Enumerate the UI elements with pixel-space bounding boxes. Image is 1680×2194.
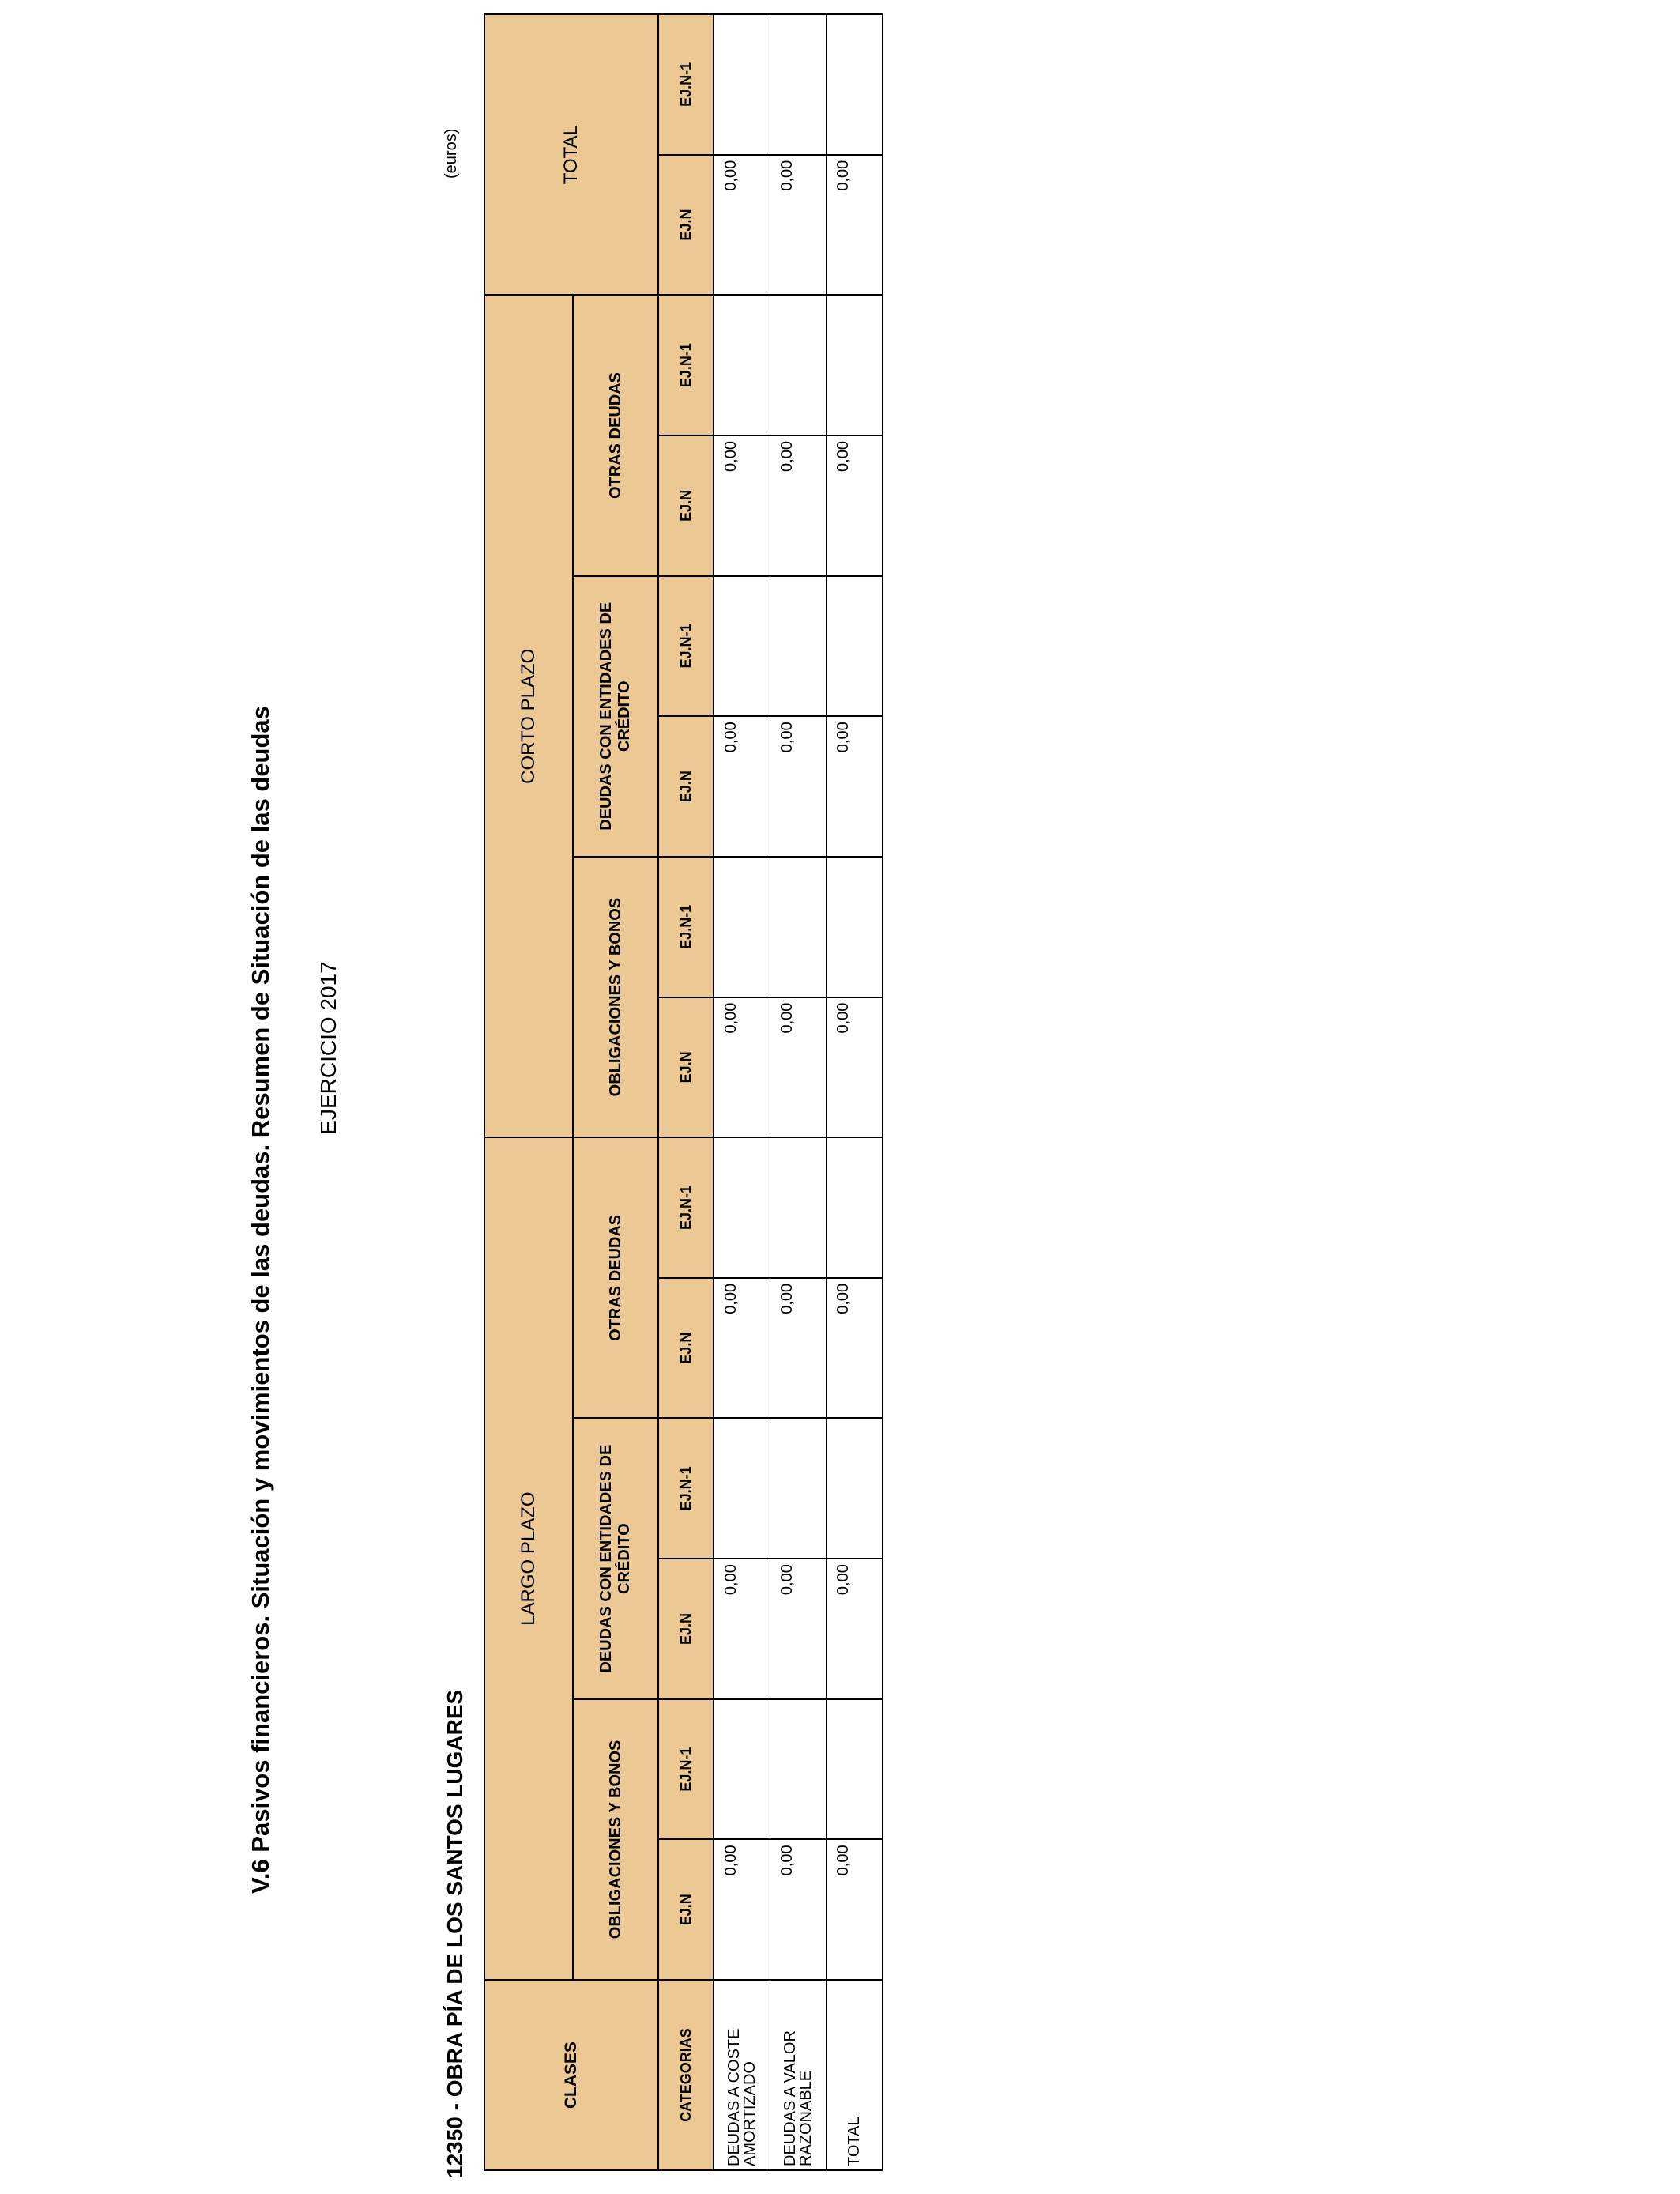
table-cell: 0,00 bbox=[770, 435, 827, 576]
table-cell bbox=[827, 14, 883, 155]
subheader-total: TOTAL bbox=[484, 14, 658, 295]
table-cell: 0,00 bbox=[714, 155, 770, 296]
report-title: V.6 Pasivos financieros. Situación y movimientos de las deudas. Resumen de Situación de las deudas bbox=[247, 706, 274, 1894]
table-row bbox=[714, 14, 770, 2170]
ej-n1-header: EJ.N-1 bbox=[658, 857, 714, 997]
table-cell: 0,00 bbox=[827, 435, 883, 576]
table-cell bbox=[714, 1419, 770, 1559]
table-cell bbox=[770, 857, 827, 997]
subheader-cp-obligaciones: OBLIGACIONES Y BONOS bbox=[573, 857, 658, 1137]
table-cell bbox=[714, 576, 770, 717]
ej-n-header: EJ.N bbox=[658, 435, 714, 576]
subheader-lp-entidades-credito: DEUDAS CON ENTIDADES DE CRÉDITO bbox=[573, 1419, 658, 1699]
ej-n1-header: EJ.N-1 bbox=[658, 576, 714, 717]
table-cell: 0,00 bbox=[714, 997, 770, 1138]
debts-summary-table bbox=[484, 13, 883, 2171]
ej-n-header: EJ.N bbox=[658, 716, 714, 857]
group-header-corto-plazo: CORTO PLAZO bbox=[484, 295, 573, 1137]
table-cell bbox=[714, 295, 770, 435]
table-cell: 0,00 bbox=[714, 1559, 770, 1699]
table-cell bbox=[770, 576, 827, 717]
table-cell bbox=[770, 1419, 827, 1559]
table-cell bbox=[714, 1699, 770, 1840]
table-cell: 0,00 bbox=[770, 716, 827, 857]
table-cell bbox=[714, 1137, 770, 1278]
units-label: (euros) bbox=[443, 128, 460, 179]
row-label: TOTAL bbox=[827, 1980, 883, 2170]
subheader-cp-entidades-credito: DEUDAS CON ENTIDADES DE CRÉDITO bbox=[573, 576, 658, 857]
table-cell: 0,00 bbox=[714, 716, 770, 857]
ej-n-header: EJ.N bbox=[658, 997, 714, 1138]
table-cell bbox=[827, 1419, 883, 1559]
table-cell bbox=[714, 857, 770, 997]
table-row-total bbox=[827, 14, 883, 2170]
table-cell bbox=[827, 295, 883, 435]
table-cell bbox=[827, 576, 883, 717]
table-cell: 0,00 bbox=[714, 1278, 770, 1419]
table-cell: 0,00 bbox=[827, 155, 883, 296]
subheader-lp-otras-deudas: OTRAS DEUDAS bbox=[573, 1137, 658, 1418]
table-cell: 0,00 bbox=[770, 1278, 827, 1419]
table-cell: 0,00 bbox=[770, 1559, 827, 1699]
ej-n-header: EJ.N bbox=[658, 1278, 714, 1419]
table-cell bbox=[827, 1699, 883, 1840]
table-cell: 0,00 bbox=[827, 1278, 883, 1419]
ej-n-header: EJ.N bbox=[658, 1559, 714, 1699]
table-cell: 0,00 bbox=[827, 1839, 883, 1980]
table-cell: 0,00 bbox=[714, 1839, 770, 1980]
ej-n1-header: EJ.N-1 bbox=[658, 295, 714, 435]
ej-n1-header: EJ.N-1 bbox=[658, 1699, 714, 1840]
table-cell bbox=[714, 14, 770, 155]
row-label: DEUDAS A VALOR RAZONABLE bbox=[770, 1980, 827, 2170]
ej-n1-header: EJ.N-1 bbox=[658, 1137, 714, 1278]
subheader-lp-obligaciones: OBLIGACIONES Y BONOS bbox=[573, 1699, 658, 1980]
entity-heading: 12350 - OBRA PÍA DE LOS SANTOS LUGARES bbox=[443, 1689, 467, 2178]
group-header-largo-plazo: LARGO PLAZO bbox=[484, 1137, 573, 1980]
table-cell: 0,00 bbox=[827, 997, 883, 1138]
table-cell: 0,00 bbox=[770, 1839, 827, 1980]
table-cell bbox=[827, 857, 883, 997]
table-cell: 0,00 bbox=[770, 155, 827, 296]
categorias-header: CATEGORIAS bbox=[658, 1980, 714, 2170]
table-cell: 0,00 bbox=[827, 716, 883, 857]
clases-header: CLASES bbox=[484, 1980, 658, 2170]
header-row-ej bbox=[658, 14, 714, 2170]
header-row-subheaders bbox=[573, 14, 658, 2170]
ej-n1-header: EJ.N-1 bbox=[658, 14, 714, 155]
table-cell bbox=[770, 295, 827, 435]
fiscal-year-subtitle: EJERCICIO 2017 bbox=[316, 961, 341, 1135]
table-row bbox=[770, 14, 827, 2170]
table-cell bbox=[770, 14, 827, 155]
ej-n1-header: EJ.N-1 bbox=[658, 1419, 714, 1559]
subheader-cp-otras-deudas: OTRAS DEUDAS bbox=[573, 295, 658, 575]
table-cell bbox=[827, 1137, 883, 1278]
ej-n-header: EJ.N bbox=[658, 1839, 714, 1980]
row-label: DEUDAS A COSTE AMORTIZADO bbox=[714, 1980, 770, 2170]
table-cell: 0,00 bbox=[714, 435, 770, 576]
table-cell bbox=[770, 1699, 827, 1840]
header-row-groups bbox=[484, 14, 573, 2170]
table-cell bbox=[770, 1137, 827, 1278]
table-cell: 0,00 bbox=[827, 1559, 883, 1699]
ej-n-header: EJ.N bbox=[658, 155, 714, 296]
table-cell: 0,00 bbox=[770, 997, 827, 1138]
